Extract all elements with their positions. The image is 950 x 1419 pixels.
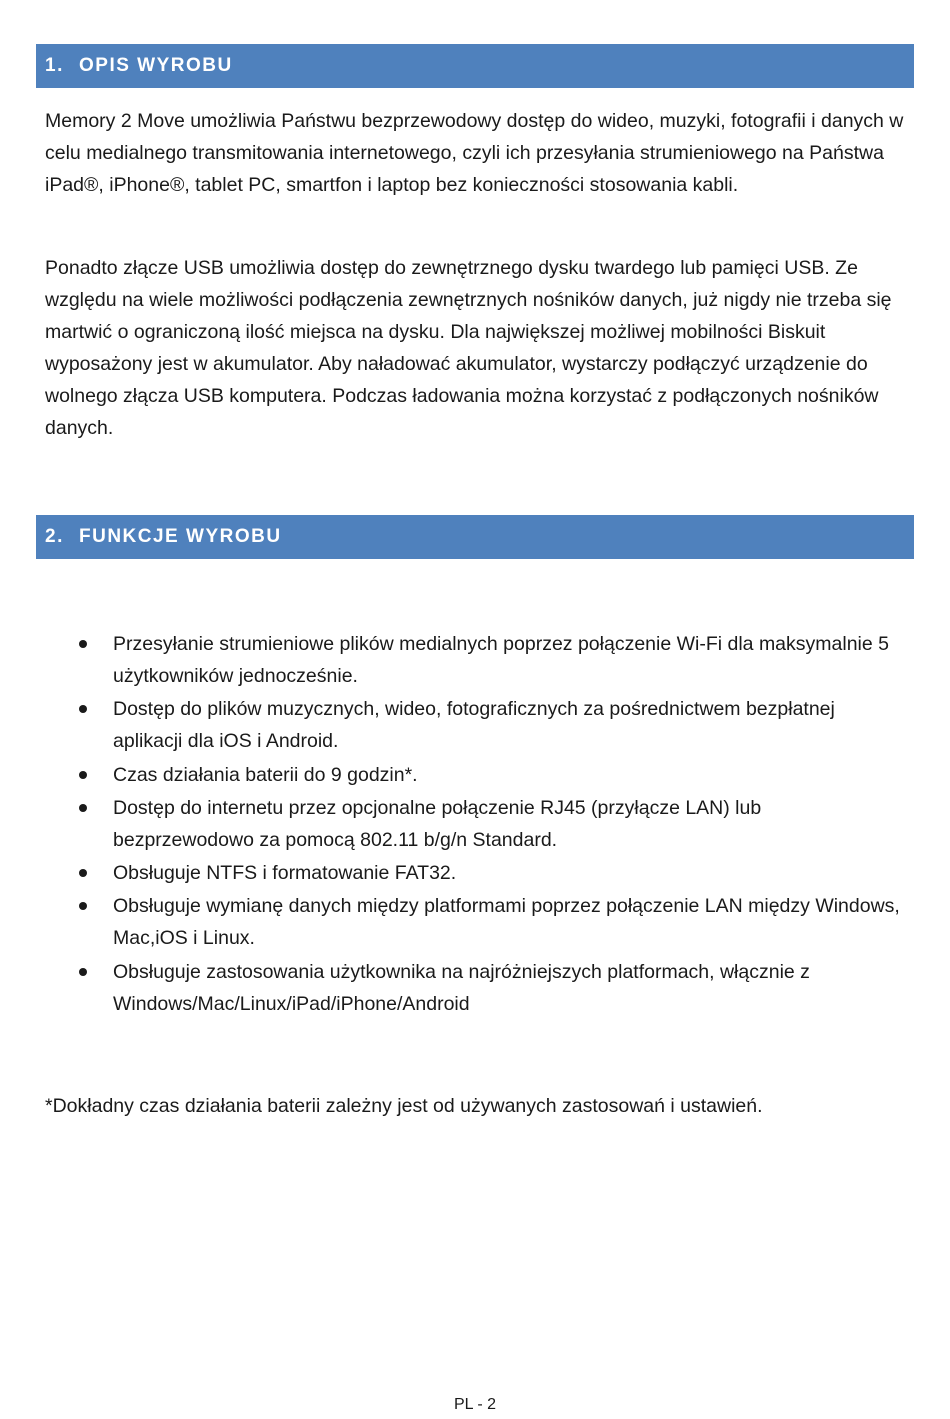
list-item [0, 759, 903, 791]
section-header-opis-wyrobu [36, 44, 914, 88]
list-item [0, 792, 903, 856]
footnote: *Dokładny czas działania baterii zależny jest od używanych zastosowań i ustawień. [45, 1095, 763, 1117]
list-item-text: Obsługuje zastosowania użytkownika na najróżniejszych platformach, włącznie z Windows/Mac/Linux/iPad/iPhone/Android [113, 960, 810, 1015]
section-header-funkcje-wyrobu [36, 515, 914, 559]
section-number: 2. [45, 526, 64, 547]
bullet-icon [79, 804, 87, 812]
list-item [0, 956, 903, 1020]
bullet-icon [79, 902, 87, 910]
paragraph-usb: Ponadto złącze USB umożliwia dostęp do zewnętrznego dysku twardego lub pamięci USB. Ze względu na wiele możliwości podłączenia zewnętrznych nośników danych, już nigdy nie trzeba się martwić o ograniczoną ilość miejsca na dysku. Dla największej możliwej mobilności Biskuit wyposażony jest w akumulator. Aby naładować akumulator, wystarczy podłączyć urządzenie do wolnego złącza USB komputera. Podczas ładowania można korzystać z podłączonych nośników danych. [45, 257, 892, 439]
list-item-text: Dostęp do plików muzycznych, wideo, fotograficznych za pośrednictwem bezpłatnej aplikacji dla iOS i Android. [113, 698, 835, 753]
list-item [0, 857, 903, 889]
feature-list [0, 628, 950, 1021]
list-item [0, 890, 903, 954]
bullet-icon [79, 968, 87, 976]
list-item-text: Obsługuje wymianę danych między platformami poprzez połączenie LAN między Windows, Mac,iOS i Linux. [113, 895, 900, 950]
bullet-icon [79, 771, 87, 779]
paragraph-description: Memory 2 Move umożliwia Państwu bezprzewodowy dostęp do wideo, muzyki, fotografii i danych w celu medialnego transmitowania internetowego, czyli ich przesyłania strumieniowego na Państwa iPad®, iPhone®, tablet PC, smartfon i laptop bez konieczności stosowania kabli. [45, 110, 904, 196]
bullet-icon [79, 869, 87, 877]
section-number: 1. [45, 55, 64, 76]
list-item-text: Czas działania baterii do 9 godzin*. [113, 763, 418, 786]
section-title: OPIS WYROBU [79, 55, 233, 76]
list-item [0, 628, 903, 692]
list-item-text: Obsługuje NTFS i formatowanie FAT32. [113, 862, 457, 885]
bullet-icon [79, 705, 87, 713]
bullet-icon [79, 640, 87, 648]
page-number: PL - 2 [453, 1396, 497, 1413]
list-item [0, 693, 903, 757]
section-title: FUNKCJE WYROBU [79, 526, 282, 547]
list-item-text: Przesyłanie strumieniowe plików medialnych poprzez połączenie Wi-Fi dla maksymalnie 5 użytkowników jednocześnie. [113, 633, 889, 687]
list-item-text: Dostęp do internetu przez opcjonalne połączenie RJ45 (przyłącze LAN) lub bezprzewodowo za pomocą 802.11 b/g/n Standard. [113, 796, 762, 851]
